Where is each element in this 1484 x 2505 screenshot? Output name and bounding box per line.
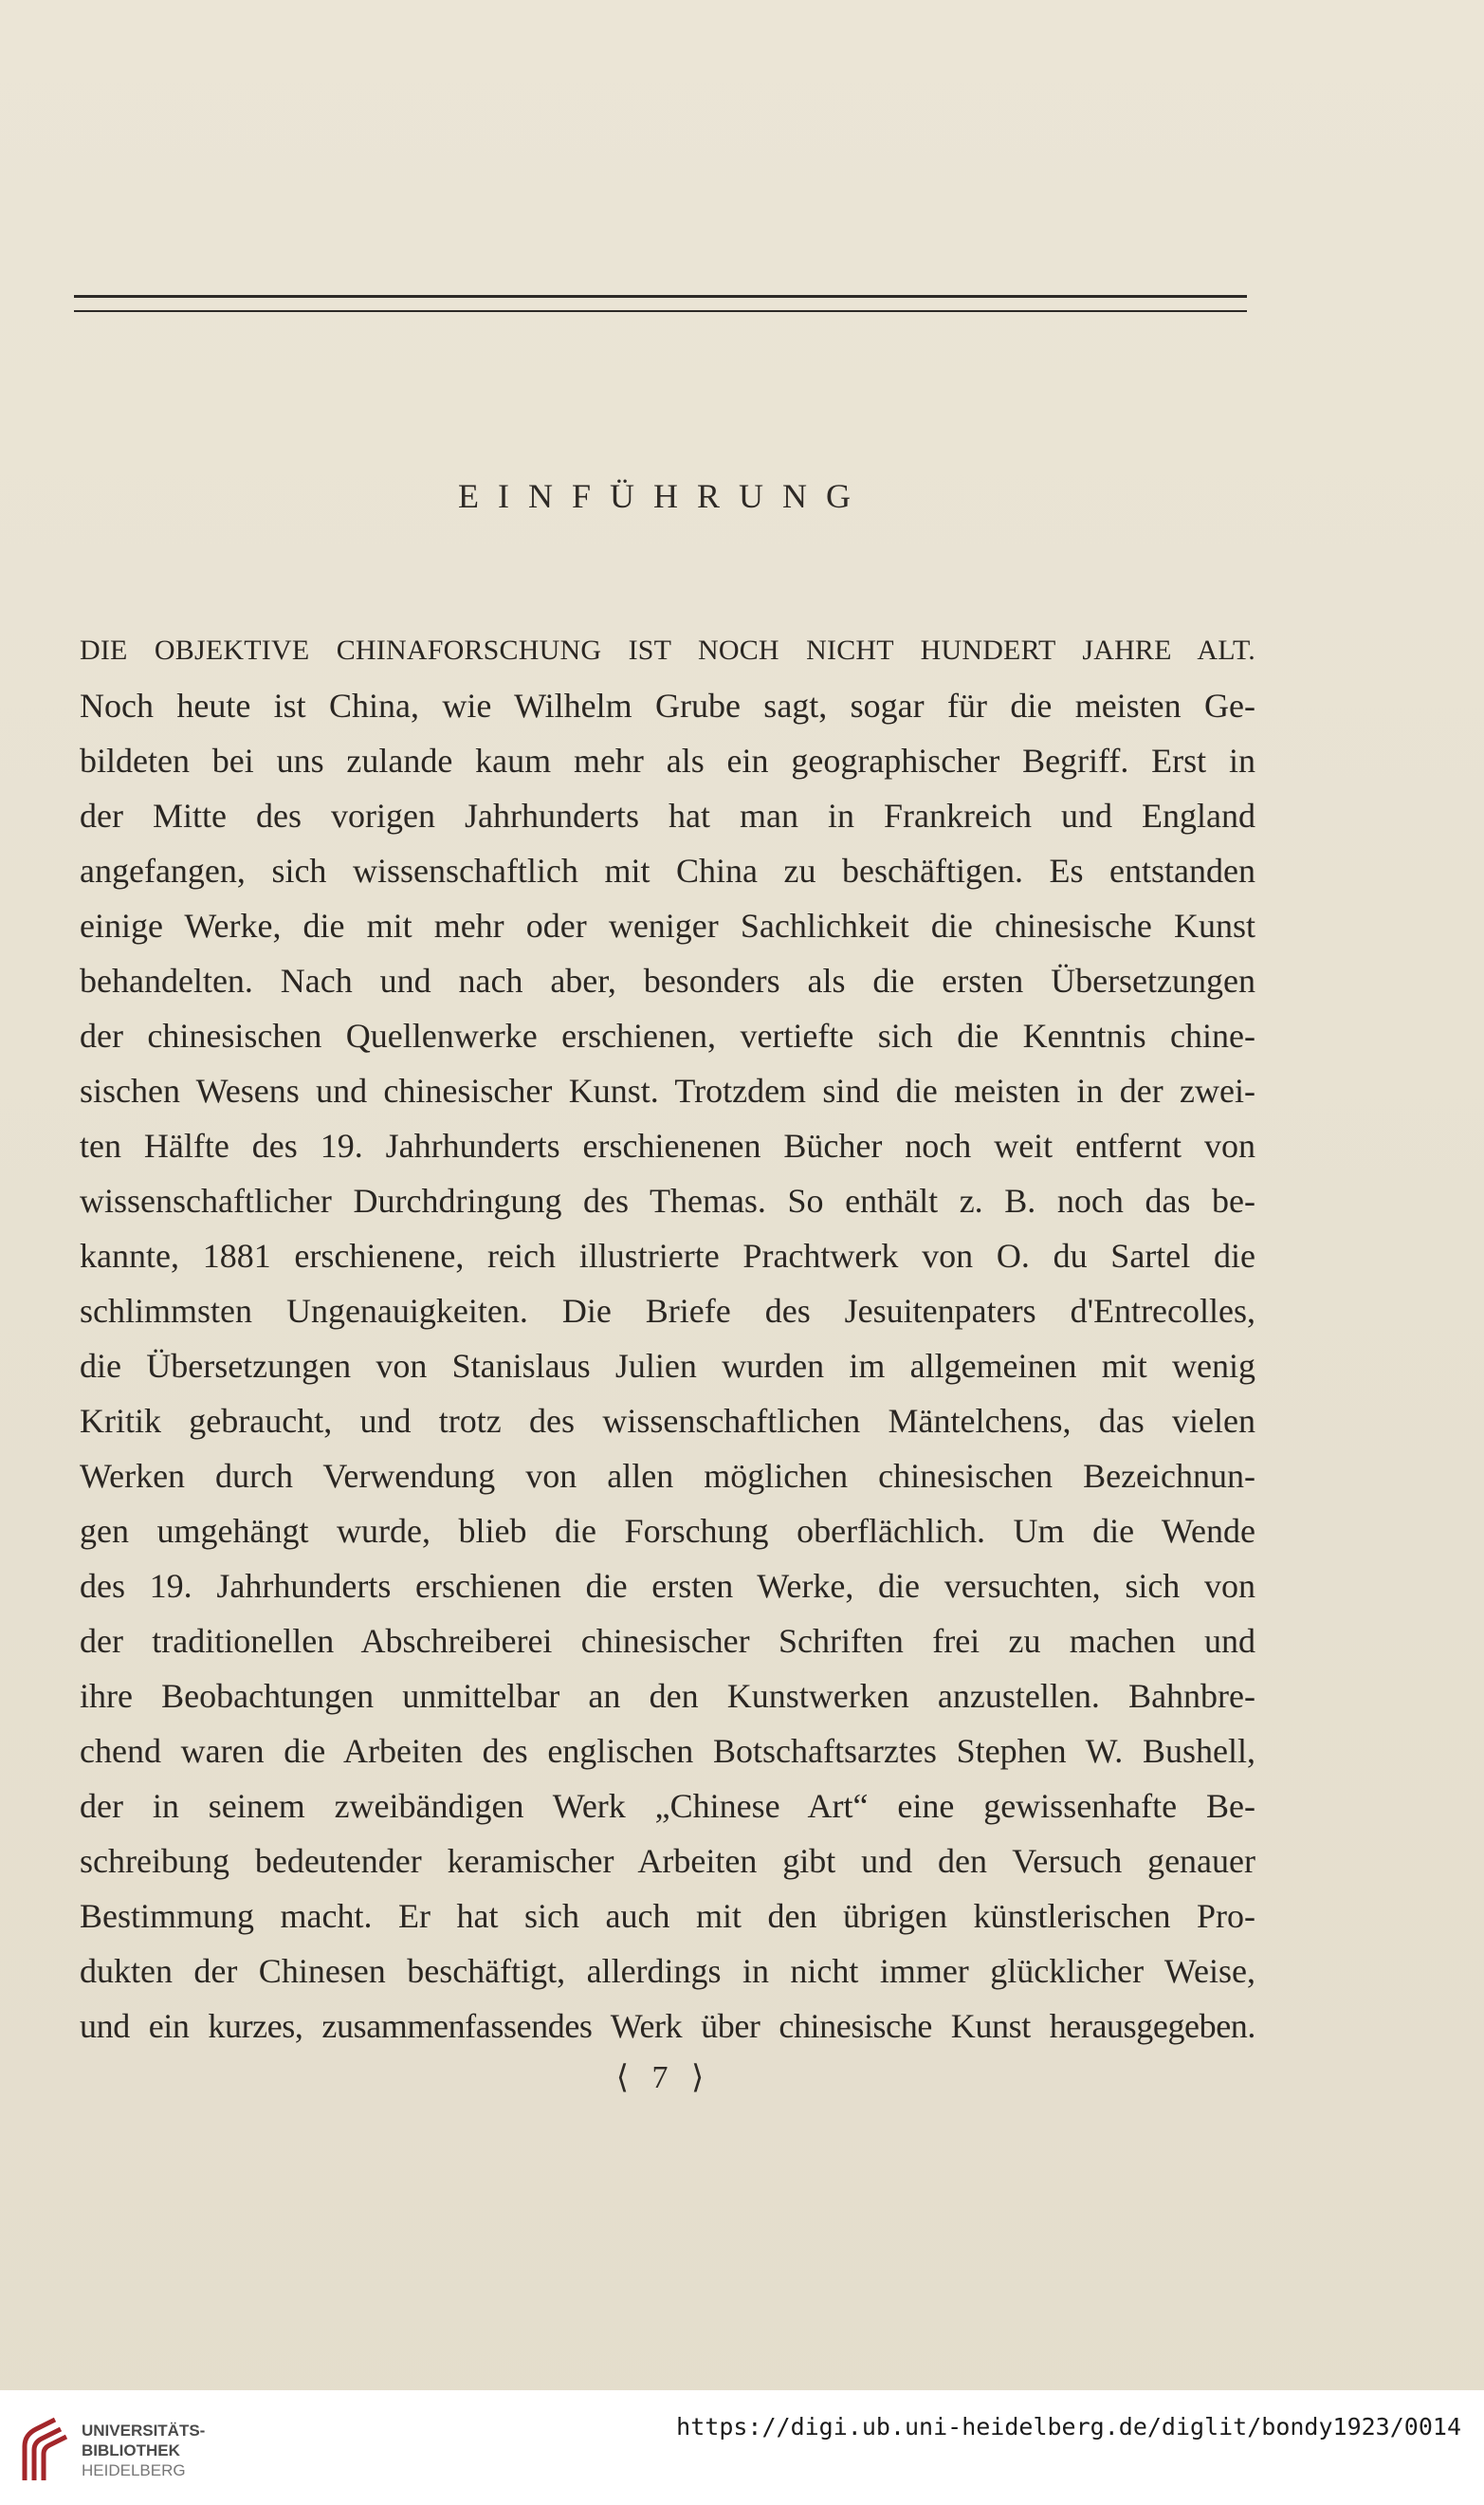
top-rule-thin [74,310,1247,312]
text-line: und ein kurzes, zusammenfassendes Werk über chinesische Kunst herausgegeben. [80,2007,1255,2045]
text-line: angefangen, sich wissenschaftlich mit China zu beschäftigen. Es entstanden [80,852,1255,890]
text-line: der traditionellen Abschreiberei chinesischer Schriften frei zu machen und [80,1622,1255,1660]
text-line: schreibung bedeutender keramischer Arbeiten gibt und den Versuch genauer [80,1842,1255,1880]
library-logo-icon [19,2414,72,2482]
body-paragraph [80,623,1255,2054]
text-line: des 19. Jahrhunderts erschienen die ersten Werke, die versuchten, sich von [80,1567,1255,1605]
text-line: der Mitte des vorigen Jahrhunderts hat man in Frankreich und England [80,797,1255,835]
text-line: der in seinem zweibändigen Werk „Chinese Art“ eine gewissenhafte Be- [80,1787,1255,1825]
page-number: ⟨ 7 ⟩ [615,2060,712,2095]
text-line: wissenschaftlicher Durchdringung des Themas. So enthält z. B. noch das be- [80,1182,1255,1220]
text-line: DIE OBJEKTIVE CHINAFORSCHUNG IST NOCH NICHT HUNDERT JAHRE ALT. [80,635,1255,666]
text-line: Kritik gebraucht, und trotz des wissenschaftlichen Mäntelchens, das vielen [80,1402,1255,1440]
footer-bar [0,2390,1484,2505]
text-line: sischen Wesens und chinesischer Kunst. Trotzdem sind die meisten in der zwei- [80,1072,1255,1110]
text-line: kannte, 1881 erschienene, reich illustrierte Prachtwerk von O. du Sartel die [80,1237,1255,1275]
text-line: Werken durch Verwendung von allen möglichen chinesischen Bezeichnun- [80,1457,1255,1495]
source-url-link[interactable]: https://digi.ub.uni-heidelberg.de/diglit/bondy1923/0014 [676,2413,1461,2441]
text-line: ihre Beobachtungen unmittelbar an den Kunstwerken anzustellen. Bahnbre- [80,1677,1255,1715]
text-line: ten Hälfte des 19. Jahrhunderts erschienenen Bücher noch weit entfernt von [80,1127,1255,1165]
text-line: gen umgehängt wurde, blieb die Forschung oberflächlich. Um die Wende [80,1512,1255,1550]
text-line: der chinesischen Quellenwerke erschienen, vertiefte sich die Kenntnis chine- [80,1017,1255,1055]
text-line: bildeten bei uns zulande kaum mehr als ein geographischer Begriff. Erst in [80,742,1255,780]
text-line: dukten der Chinesen beschäftigt, allerdings in nicht immer glücklicher Weise, [80,1952,1255,1990]
library-name: UNIVERSITÄTS- BIBLIOTHEK HEIDELBERG [82,2422,206,2479]
text-line: Bestimmung macht. Er hat sich auch mit den übrigen künstlerischen Pro- [80,1897,1255,1935]
text-line: Noch heute ist China, wie Wilhelm Grube sagt, sogar für die meisten Ge- [80,687,1255,725]
text-line: die Übersetzungen von Stanislaus Julien wurden im allgemeinen mit wenig [80,1347,1255,1385]
text-line: einige Werke, die mit mehr oder weniger Sachlichkeit die chinesische Kunst [80,907,1255,945]
chapter-heading: EINFÜHRUNG [458,477,870,515]
text-line: schlimmsten Ungenauigkeiten. Die Briefe des Jesuitenpaters d'Entrecolles, [80,1292,1255,1330]
text-line: chend waren die Arbeiten des englischen Botschaftsarztes Stephen W. Bushell, [80,1732,1255,1770]
text-line: behandelten. Nach und nach aber, besonders als die ersten Übersetzungen [80,962,1255,1000]
top-rule-thick [74,295,1247,298]
